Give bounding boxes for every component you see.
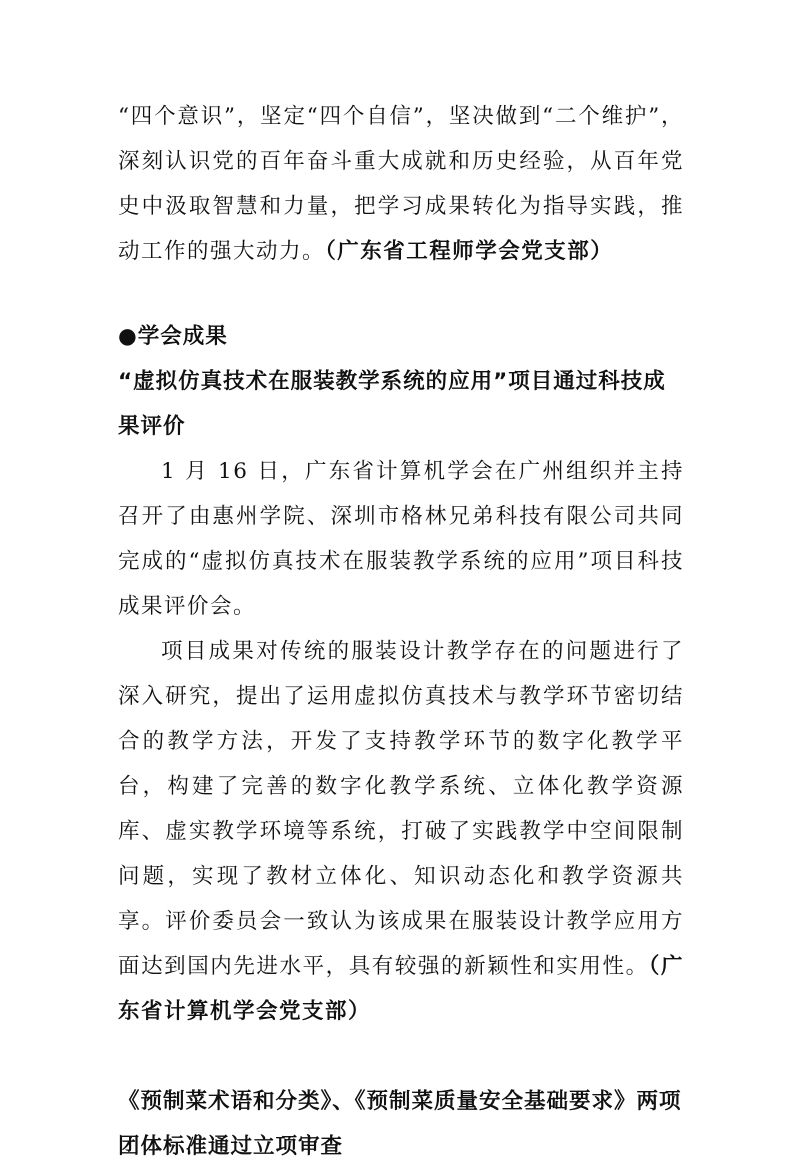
intro-paragraph	[118, 94, 684, 274]
spacer	[118, 1034, 684, 1079]
article1-paragraph-2	[118, 629, 684, 1034]
page-content	[118, 94, 684, 1169]
intro-source: （广东省工程师学会党支部）	[325, 239, 614, 264]
article1-paragraph-2-body: 项目成果对传统的服装设计教学存在的问题进行了深入研究，提出了运用虚拟仿真技术与教学环节密切结合的教学方法，开发了支持教学环节的数字化教学平台，构建了完善的数字化教学系统、立体化教学资源库、虚实教学环境等系统，打破了实践教学中空间限制问题，实现了教材立体化、知识动态化和教学资源共享。评价委员会一致认为该成果在服装设计教学应用方面达到国内先进水平，具有较强的新颖性和实用性。	[118, 639, 684, 979]
article1-source: （广东省计算机学会党支部）	[118, 954, 684, 1024]
intro-body: “四个意识”，坚定“四个自信”，坚决做到“二个维护”，深刻认识党的百年奋斗重大成就和历史经验，从百年党史中汲取智慧和力量，把学习成果转化为指导实践，推动工作的强大动力。	[118, 104, 684, 264]
article2-title: 《预制菜术语和分类》、《预制菜质量安全基础要求》两项团体标准通过立项审查	[118, 1089, 682, 1159]
spacer	[118, 274, 684, 314]
article1-title: “虚拟仿真技术在服装教学系统的应用”项目通过科技成果评价	[118, 369, 666, 439]
section-title: ●学会成果	[118, 324, 228, 349]
article1-paragraph-1: 1 月 16 日，广东省计算机学会在广州组织并主持召开了由惠州学院、深圳市格林兄弟科技有限公司共同完成的“虚拟仿真技术在服装教学系统的应用”项目科技成果评价会。	[118, 459, 684, 619]
